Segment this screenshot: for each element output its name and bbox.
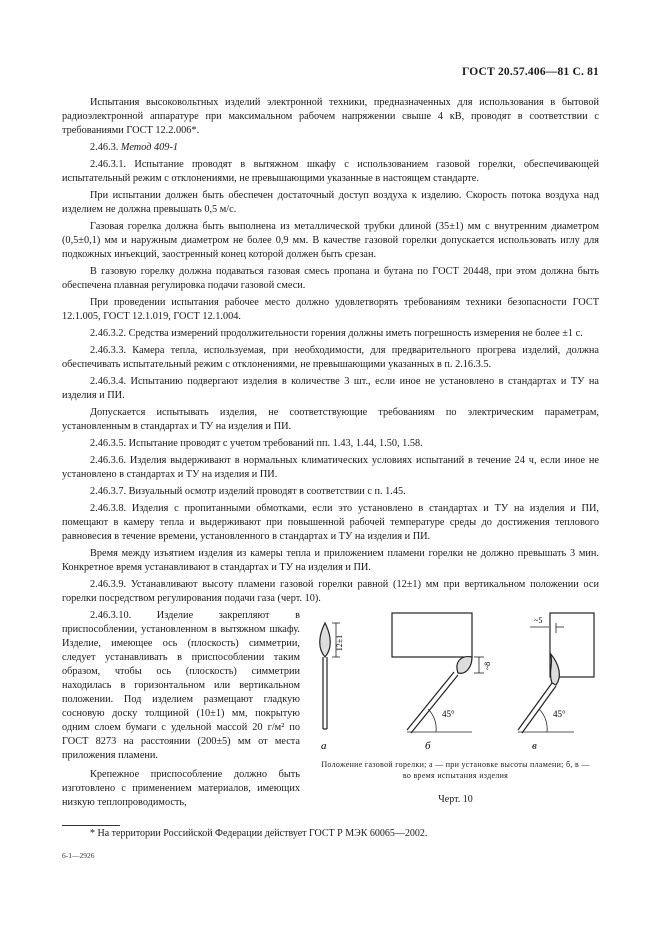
document-body	[62, 96, 599, 809]
angle-v: 45°	[553, 709, 566, 719]
footnote: * На территории Российской Федерации действует ГОСТ Р МЭК 60065—2002.	[90, 828, 428, 839]
paragraph: В газовую горелку должна подаваться газовая смесь пропана и бутана по ГОСТ 20448, при этом должна быть обеспечена плавная регулировка подачи газовой смеси.	[62, 266, 599, 291]
label-v: в	[532, 740, 537, 752]
dim-gap: ~8	[483, 661, 492, 671]
label-a: а	[321, 740, 327, 752]
footnote-divider	[62, 825, 120, 826]
paragraph: 2.46.3.4. Испытанию подвергают изделия в количестве 3 шт., если иное не установлено в стандартах и ТУ на изделия и ПИ.	[62, 376, 599, 401]
paragraph: Газовая горелка должна быть выполнена из металлической трубки длиной (35±1) мм с внутренним диаметром (0,5±0,1) мм и наружным диаметром не более 0,9 мм. В качестве газовой горелки допускается использовать иглу для подкожных инъекций, заостренный конец которой должен быть срезан.	[62, 221, 599, 260]
paragraph: 2.46.3.1. Испытание проводят в вытяжном шкафу с использованием газовой горелки, обеспечивающей испытательный режим с отклонениями, не превышающими указанные в настоящем стандарте.	[62, 159, 599, 184]
print-code: 6-1—2926	[62, 851, 95, 860]
paragraph: При испытании должен быть обеспечен достаточный доступ воздуха к изделию. Скорость потока воздуха над изделием не должна превышать 0,5 м/с.	[62, 190, 599, 215]
label-b: б	[425, 740, 431, 752]
section-heading	[62, 141, 599, 155]
page-header: ГОСТ 20.57.406—81 С. 81	[462, 66, 599, 78]
figure-label: Черт. 10	[438, 794, 473, 805]
paragraph: 2.46.3.7. Визуальный осмотр изделий проводят в соответствии с п. 1.45.	[90, 486, 406, 497]
paragraph: Крепежное приспособление должно быть изготовлено с применением материалов, имеющих низкую теплопроводимость,	[62, 769, 300, 808]
left-column	[62, 609, 300, 815]
burner-diagram	[312, 609, 599, 757]
two-column-section	[62, 609, 599, 809]
section-number: 2.46.3.	[90, 142, 119, 153]
paragraph: 2.46.3.10. Изделие закрепляют в приспособлении, установленном в вытяжном шкафу. Изделие, имеющее ось (плоскость) симметрии, следует устанавливать в приспособлении таким образом, чтобы ось (плоскость) симметрии находилась в горизонтальном или вертикальном положении. Под изделием размещают гладкую сосновую доску толщиной (10±1) мм, покрытую одним слоем бумаги с удельной массой 20 г/м² по ГОСТ 8273 на расстоянии (200±5) мм от места приложения пламени.	[62, 610, 300, 761]
paragraph: 2.46.3.6. Изделия выдерживают в нормальных климатических условиях испытаний в течение 24 ч, если иное не установлено в стандартах и ТУ на изделия и ПИ.	[62, 455, 599, 480]
paragraph: 2.46.3.3. Камера тепла, используемая, при необходимости, для предварительного прогрева изделий, должна обеспечивать испытательный режим с отклонениями, не превышающими указанных в п. 2.16.3.5.	[62, 345, 599, 370]
paragraph: При проведении испытания рабочее место должно удовлетворять требованиям техники безопасности ГОСТ 12.1.005, ГОСТ 12.1.019, ГОСТ 12.1.004.	[62, 297, 599, 322]
dim-flame-height: 12±1	[335, 634, 344, 652]
figure-10	[312, 609, 599, 807]
paragraph: Испытания высоковольтных изделий электронной техники, предназначенных для использования в бытовой радиоэлектронной аппаратуре при максимальном рабочем напряжении свыше 4 кВ, проводят в соответствии с требованиями ГОСТ 12.2.006*.	[62, 97, 599, 136]
method-title: Метод 409-1	[120, 142, 179, 153]
dim-offset: ~5	[534, 616, 543, 625]
paragraph: Допускается испытывать изделия, не соответствующие требованиям по электрическим параметрам, установленным в стандартах и ТУ на изделия и ПИ.	[62, 407, 599, 432]
diagram-b	[392, 613, 484, 733]
angle-b: 45°	[442, 709, 455, 719]
paragraph: 2.46.3.8. Изделия с пропитанными обмотками, если это установлено в стандартах и ТУ на изделия и ПИ, помещают в камеру тепла и выдерживают при повышенной рабочей температуре среды до достижения теплового равновесия в течение времени, установленного в стандартах и ТУ на изделия и ПИ.	[62, 503, 599, 542]
paragraph: Время между изъятием изделия из камеры тепла и приложением пламени горелки не должно превышать 3 мин. Конкретное время устанавливают в стандартах и ТУ на изделия и ПИ.	[62, 548, 599, 573]
paragraph: 2.46.3.2. Средства измерений продолжительности горения должны иметь погрешность измерения не более ±1 с.	[90, 328, 583, 339]
paragraph: 2.46.3.9. Устанавливают высоту пламени газовой горелки равной (12±1) мм при вертикальном положении оси горелки посредством регулирования подачи газа (черт. 10).	[62, 579, 599, 604]
figure-caption: Положение газовой горелки; а — при установке высоты пламени; б, в — во время испытания изделия	[321, 760, 590, 780]
paragraph: 2.46.3.5. Испытание проводят с учетом требований пп. 1.43, 1.44, 1.50, 1.58.	[90, 438, 423, 449]
